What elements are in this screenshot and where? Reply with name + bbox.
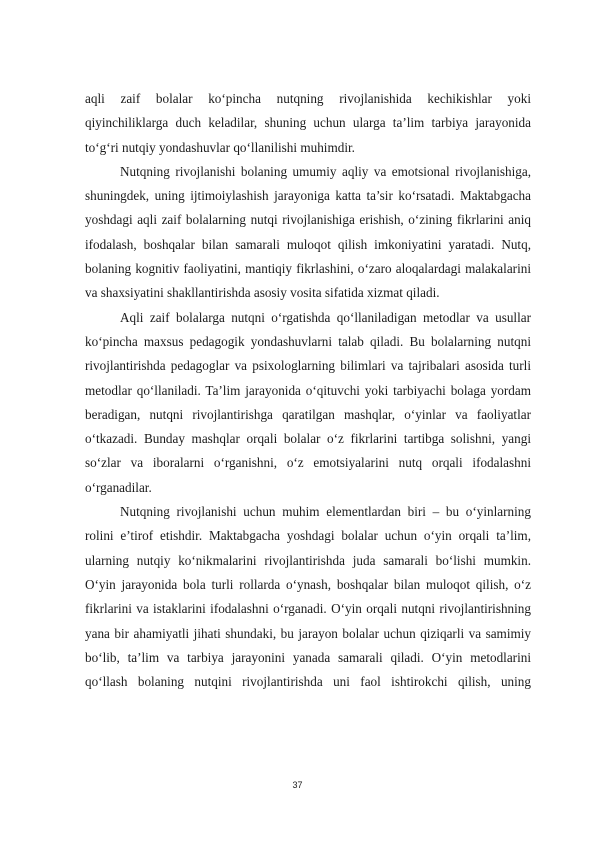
text-line: va shaxsiyatini shakllantirishda asosiy vosita sifatida xizmat qiladi.	[85, 285, 440, 301]
text-line: yana bir ahamiyatli jihati shundaki, bu jarayon bolalar uchun qiziqarli va samimiy	[85, 625, 531, 641]
text-line: so‘zlar va iboralarni o‘rganishni, o‘z emotsiyalarini nutq orqali ifodalashni	[85, 455, 531, 471]
text-line: ularning nutqiy ko‘nikmalarini rivojlantirishda juda samarali bo‘lishi mumkin.	[85, 552, 531, 568]
text-line: o‘tkazadi. Bunday mashqlar orqali bolalar o‘z fikrlarini tartibga solishni, yangi	[85, 431, 531, 447]
text-line: bo‘lib, ta’lim va tarbiya jarayonini yanada samarali qiladi. O‘yin metodlarini	[85, 649, 531, 665]
text-line: Nutqning rivojlanishi uchun muhim elementlardan biri – bu o‘yinlarning	[120, 504, 531, 520]
text-line: beradigan, nutqni rivojlantirishga qaratilgan mashqlar, o‘yinlar va faoliyatlar	[85, 406, 531, 422]
text-line: aqli zaif bolalar ko‘pincha nutqning rivojlanishida kechikishlar yoki	[85, 91, 531, 106]
text-line: yoshdagi aqli zaif bolalarning nutqi rivojlanishiga erishish, o‘zining fikrlarini aniq	[85, 212, 531, 228]
text-line: rolini e’tirof etishdir. Maktabgacha yoshdagi bolalar uchun o‘yin orqali ta’lim,	[85, 528, 531, 544]
text-line: ko‘pincha maxsus pedagogik yondashuvlarni talab qiladi. Bu bolalarning nutqni	[85, 333, 531, 349]
text-line: metodlar qo‘llaniladi. Ta’lim jarayonida o‘qituvchi yoki tarbiyachi bolaga yordam	[85, 382, 531, 398]
document-body	[85, 87, 531, 694]
text-line: qo‘llash bolaning nutqini rivojlantirishda uni faol ishtirokchi qilish, uning	[85, 674, 531, 690]
page-number: 37	[292, 780, 303, 790]
text-line: bolaning kognitiv faoliyatini, mantiqiy fikrlashini, o‘zaro aloqalardagi malakalarini	[85, 261, 531, 277]
text-line: Nutqning rivojlanishi bolaning umumiy aqliy va emotsional rivojlanishiga,	[120, 163, 531, 179]
text-line: rivojlantirishda pedagoglar va psixologlarning bilimlari va tajribalari asosida turli	[85, 358, 531, 374]
text-line: ifodalash, boshqalar bilan samarali muloqot qilish imkoniyatini yaratadi. Nutq,	[85, 236, 531, 252]
text-line: o‘rganadilar.	[85, 479, 152, 495]
text-line: Aqli zaif bolalarga nutqni o‘rgatishda qo‘llaniladigan metodlar va usullar	[120, 309, 531, 325]
text-line: O‘yin jarayonida bola turli rollarda o‘ynash, boshqalar bilan muloqot qilish, o‘z	[85, 576, 531, 592]
text-line: shuningdek, uning ijtimoiylashish jarayoniga katta ta’sir ko‘rsatadi. Maktabgacha	[85, 188, 531, 204]
text-line: fikrlarini va istaklarini ifodalashni o‘rganadi. O‘yin orqali nutqni rivojlantirishning	[85, 601, 531, 617]
text-line: qiyinchiliklarga duch keladilar, shuning uchun ularga ta’lim tarbiya jarayonida	[85, 115, 531, 131]
text-line: to‘g‘ri nutqiy yondashuvlar qo‘llanilishi muhimdir.	[85, 139, 355, 155]
